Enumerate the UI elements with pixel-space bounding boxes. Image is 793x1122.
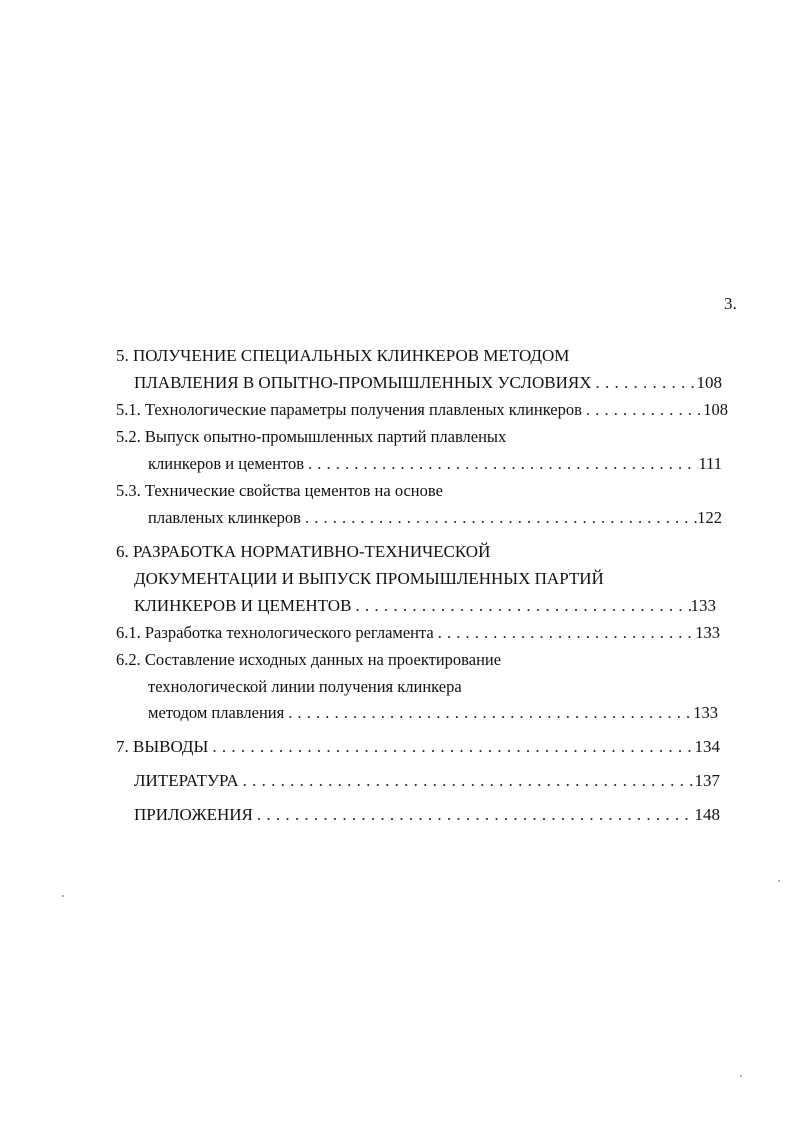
toc-section-6-1-entry[interactable] bbox=[116, 623, 720, 643]
toc-section-5-3-title-line2: плавленых клинкеров bbox=[148, 508, 301, 527]
leader-dots bbox=[301, 508, 697, 528]
toc-chapter-7-entry[interactable] bbox=[116, 737, 720, 757]
toc-section-5-2-title-line2: клинкеров и цементов bbox=[148, 454, 304, 473]
toc-section-5-3-page: 122 bbox=[697, 508, 722, 527]
toc-section-6-2-title-line2: технологической линии получения клинкера bbox=[148, 677, 462, 696]
toc-section-6-1-page: 133 bbox=[695, 623, 720, 642]
toc-section-5-2-entry[interactable] bbox=[148, 454, 722, 474]
toc-chapter-6-entry[interactable] bbox=[134, 596, 716, 616]
toc-appendices-page: 148 bbox=[694, 805, 720, 824]
leader-dots bbox=[253, 805, 695, 825]
toc-chapter-6-page: 133 bbox=[690, 596, 716, 615]
toc-chapter-7-title: 7. ВЫВОДЫ bbox=[116, 737, 209, 756]
toc-chapter-5-title-line2: ПЛАВЛЕНИЯ В ОПЫТНО-ПРОМЫШЛЕННЫХ УСЛОВИЯХ bbox=[134, 373, 592, 392]
leader-dots bbox=[208, 737, 694, 757]
toc-section-5-2-page: 111 bbox=[698, 454, 722, 473]
toc-chapter-6-title-line2: ДОКУМЕНТАЦИИ И ВЫПУСК ПРОМЫШЛЕННЫХ ПАРТИЙ bbox=[134, 569, 604, 588]
scan-speck bbox=[740, 1075, 742, 1077]
toc-appendices-entry[interactable] bbox=[134, 805, 720, 825]
toc-section-6-2-title-line1: 6.2. Составление исходных данных на проектирование bbox=[116, 650, 502, 669]
toc-literature-title: ЛИТЕРАТУРА bbox=[134, 771, 239, 790]
scan-speck bbox=[778, 880, 780, 882]
toc-chapter-6-title-line3: КЛИНКЕРОВ И ЦЕМЕНТОВ bbox=[134, 596, 352, 615]
toc-literature-entry[interactable] bbox=[134, 771, 720, 791]
toc-chapter-6-title-line1: 6. РАЗРАБОТКА НОРМАТИВНО-ТЕХНИЧЕСКОЙ bbox=[116, 542, 491, 561]
leader-dots bbox=[582, 400, 703, 420]
toc-chapter-5-page: 108 bbox=[696, 373, 722, 392]
toc-section-5-1-title: 5.1. Технологические параметры получения плавленых клинкеров bbox=[116, 400, 582, 419]
toc-chapter-7-page: 134 bbox=[694, 737, 720, 756]
toc-section-5-1-page: 108 bbox=[703, 400, 728, 419]
toc-section-5-3-entry[interactable] bbox=[148, 508, 722, 528]
toc-chapter-5-title-line1: 5. ПОЛУЧЕНИЕ СПЕЦИАЛЬНЫХ КЛИНКЕРОВ МЕТОДОМ bbox=[116, 346, 570, 365]
toc-section-6-1-title: 6.1. Разработка технологического регламента bbox=[116, 623, 434, 642]
toc-section-6-2-title-line3: методом плавления bbox=[148, 703, 285, 722]
leader-dots bbox=[434, 623, 696, 643]
toc-section-5-3-title-line1: 5.3. Технические свойства цементов на основе bbox=[116, 481, 443, 500]
toc-section-6-2-page: 133 bbox=[693, 703, 718, 722]
toc-appendices-title: ПРИЛОЖЕНИЯ bbox=[134, 805, 253, 824]
leader-dots bbox=[284, 703, 693, 723]
leader-dots bbox=[592, 373, 697, 393]
leader-dots bbox=[239, 771, 695, 791]
leader-dots bbox=[304, 454, 698, 474]
toc-section-5-1-entry[interactable] bbox=[116, 400, 728, 420]
page-number: 3. bbox=[724, 294, 737, 313]
scan-speck bbox=[62, 895, 64, 897]
toc-chapter-5-entry[interactable] bbox=[134, 373, 722, 393]
leader-dots bbox=[351, 596, 690, 616]
toc-literature-page: 137 bbox=[694, 771, 720, 790]
toc-section-5-2-title-line1: 5.2. Выпуск опытно-промышленных партий плавленых bbox=[116, 427, 507, 446]
toc-section-6-2-entry[interactable] bbox=[148, 703, 718, 723]
